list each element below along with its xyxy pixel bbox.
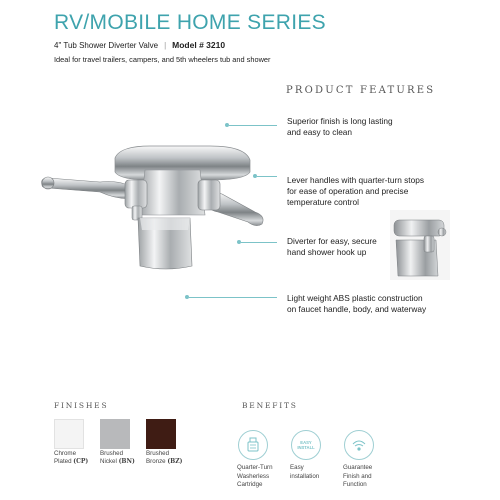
diverter-inset-image bbox=[390, 210, 450, 280]
benefit-install-line-2: installation bbox=[290, 472, 320, 480]
separator: | bbox=[164, 40, 167, 50]
faucet-image bbox=[40, 140, 270, 280]
finish-chrome-label bbox=[54, 450, 88, 466]
product-name: 4" Tub Shower Diverter Valve bbox=[54, 40, 159, 50]
feature-4-line-1: Light weight ABS plastic construction bbox=[287, 293, 423, 303]
finish-chrome-line-2: Plated bbox=[54, 458, 72, 465]
guarantee-icon bbox=[344, 430, 374, 460]
benefit-guarantee-line-1: Guarantee bbox=[343, 464, 373, 471]
feature-1-line-2: and easy to clean bbox=[287, 127, 353, 137]
finish-bronze-label bbox=[146, 450, 182, 466]
leader-line bbox=[189, 297, 277, 298]
feature-2-line-3: temperature control bbox=[287, 197, 359, 207]
finishes-title: FINISHES bbox=[54, 401, 109, 410]
finish-nickel-code: (BN) bbox=[118, 458, 135, 465]
feature-4 bbox=[287, 293, 426, 315]
swatch-bronze bbox=[146, 419, 176, 449]
benefit-guarantee-label bbox=[343, 464, 372, 490]
benefit-cartridge-line-2: Washerless bbox=[237, 472, 270, 480]
easy-install-badge: EASY INSTALL bbox=[297, 440, 315, 450]
finish-chrome-code: (CP) bbox=[73, 458, 89, 465]
benefit-guarantee-line-3: Function bbox=[343, 481, 367, 488]
benefit-cartridge-line-1: Quarter-Turn bbox=[237, 464, 273, 471]
finish-bronze-line-1: Brushed bbox=[146, 450, 170, 457]
benefit-guarantee-line-2: Finish and bbox=[343, 472, 372, 480]
feature-2-line-1: Lever handles with quarter-turn stops bbox=[287, 175, 424, 185]
finish-bronze-line-2: Bronze bbox=[146, 458, 166, 465]
leader-line bbox=[257, 176, 277, 177]
page-title: RV/MOBILE HOME SERIES bbox=[54, 11, 326, 34]
feature-3-line-2: hand shower hook up bbox=[287, 247, 367, 257]
feature-1-line-1: Superior finish is long lasting bbox=[287, 116, 393, 126]
feature-1 bbox=[287, 116, 393, 138]
benefit-cartridge-label bbox=[237, 464, 273, 490]
cartridge-icon bbox=[238, 430, 268, 460]
product-subline bbox=[54, 40, 225, 50]
swatch-chrome bbox=[54, 419, 84, 449]
feature-2 bbox=[287, 175, 424, 208]
feature-4-line-2: on faucet handle, body, and waterway bbox=[287, 304, 427, 314]
feature-3-line-1: Diverter for easy, secure bbox=[287, 236, 377, 246]
benefit-install-label bbox=[290, 464, 319, 481]
feature-3 bbox=[287, 236, 377, 258]
easy-install-icon bbox=[291, 430, 321, 460]
swatch-nickel bbox=[100, 419, 130, 449]
leader-line bbox=[241, 242, 277, 243]
finish-nickel-line-1: Brushed bbox=[100, 450, 124, 457]
benefit-install-line-1: Easy bbox=[290, 464, 304, 471]
model-number: Model # 3210 bbox=[172, 40, 226, 50]
tagline: Ideal for travel trailers, campers, and 5th wheelers tub and shower bbox=[54, 55, 271, 64]
finish-nickel-label bbox=[100, 450, 135, 466]
finish-bronze-code: (BZ) bbox=[167, 458, 183, 465]
feature-2-line-2: for ease of operation and precise bbox=[287, 186, 409, 196]
finish-nickel-line-2: Nickel bbox=[100, 458, 117, 465]
product-features-title: PRODUCT FEATURES bbox=[286, 85, 436, 96]
benefits-title: BENEFITS bbox=[242, 401, 298, 410]
leader-line bbox=[229, 125, 277, 126]
finish-chrome-line-1: Chrome bbox=[54, 450, 77, 457]
benefit-cartridge-line-3: Cartridge bbox=[237, 481, 263, 488]
